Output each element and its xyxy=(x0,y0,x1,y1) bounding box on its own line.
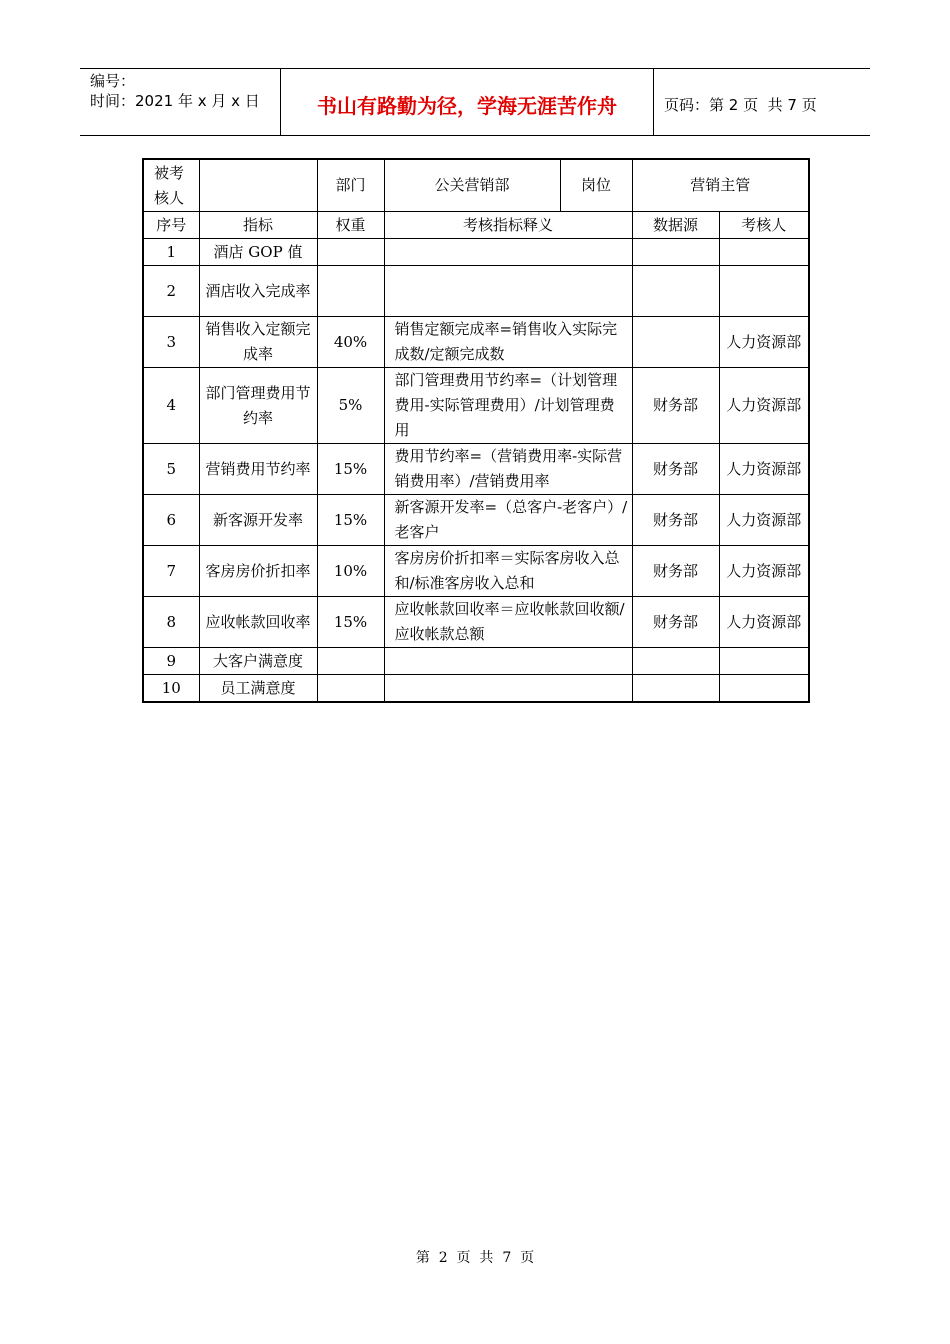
row-indicator: 应收帐款回收率 xyxy=(199,597,317,648)
row-definition xyxy=(384,239,632,266)
table-row xyxy=(143,317,809,368)
col-header-definition: 考核指标释义 xyxy=(384,212,632,239)
row-weight xyxy=(317,648,384,675)
examinee-label: 被考核人 xyxy=(143,159,199,212)
serial-label: 编号： xyxy=(90,72,136,90)
row-definition xyxy=(384,648,632,675)
row-assessor xyxy=(719,675,809,703)
row-source: 财务部 xyxy=(632,444,719,495)
row-source: 财务部 xyxy=(632,495,719,546)
row-source: 财务部 xyxy=(632,368,719,444)
table-row xyxy=(143,546,809,597)
table-row xyxy=(143,648,809,675)
row-definition: 部门管理费用节约率=（计划管理费用-实际管理费用）/计划管理费用 xyxy=(384,368,632,444)
row-definition xyxy=(384,266,632,317)
row-no: 10 xyxy=(143,675,199,703)
row-indicator: 客房房价折扣率 xyxy=(199,546,317,597)
row-weight: 40% xyxy=(317,317,384,368)
row-definition: 新客源开发率=（总客户-老客户）/老客户 xyxy=(384,495,632,546)
row-definition: 客房房价折扣率＝实际客房收入总和/标准客房收入总和 xyxy=(384,546,632,597)
col-header-source: 数据源 xyxy=(632,212,719,239)
row-weight xyxy=(317,239,384,266)
dept-label: 部门 xyxy=(317,159,384,212)
table-row xyxy=(143,495,809,546)
col-header-weight: 权重 xyxy=(317,212,384,239)
row-indicator: 大客户满意度 xyxy=(199,648,317,675)
header-page-info xyxy=(654,69,870,135)
row-weight xyxy=(317,675,384,703)
row-assessor xyxy=(719,239,809,266)
row-no: 1 xyxy=(143,239,199,266)
row-source xyxy=(632,266,719,317)
row-source xyxy=(632,317,719,368)
table-row xyxy=(143,597,809,648)
page-header xyxy=(80,68,870,136)
row-definition: 销售定额完成率=销售收入实际完成数/定额完成数 xyxy=(384,317,632,368)
row-weight: 15% xyxy=(317,597,384,648)
row-no: 2 xyxy=(143,266,199,317)
header-motto: 书山有路勤为径，学海无涯苦作舟 xyxy=(281,69,654,135)
row-indicator: 酒店 GOP 值 xyxy=(199,239,317,266)
row-assessor xyxy=(719,266,809,317)
footer-page-text: 第 2 页 共 7 页 xyxy=(415,1250,535,1266)
col-header-indicator: 指标 xyxy=(199,212,317,239)
row-definition: 应收帐款回收率＝应收帐款回收额/应收帐款总额 xyxy=(384,597,632,648)
dept-value xyxy=(384,159,632,212)
row-indicator: 酒店收入完成率 xyxy=(199,266,317,317)
time-label: 时间：2021 年 x 月 x 日 xyxy=(90,92,260,110)
table-row xyxy=(143,368,809,444)
row-assessor: 人力资源部 xyxy=(719,317,809,368)
row-no: 3 xyxy=(143,317,199,368)
row-no: 8 xyxy=(143,597,199,648)
row-weight xyxy=(317,266,384,317)
row-assessor: 人力资源部 xyxy=(719,368,809,444)
row-assessor xyxy=(719,648,809,675)
row-no: 5 xyxy=(143,444,199,495)
post-value: 营销主管 xyxy=(632,159,809,212)
table-header-row xyxy=(143,212,809,239)
row-indicator: 销售收入定额完成率 xyxy=(199,317,317,368)
row-assessor: 人力资源部 xyxy=(719,546,809,597)
row-assessor: 人力资源部 xyxy=(719,444,809,495)
row-weight: 15% xyxy=(317,444,384,495)
row-assessor: 人力资源部 xyxy=(719,597,809,648)
examinee-value xyxy=(199,159,317,212)
row-source: 财务部 xyxy=(632,597,719,648)
post-label: 岗位 xyxy=(580,176,611,194)
assessment-table xyxy=(142,158,810,703)
row-definition: 费用节约率=（营销费用率-实际营销费用率）/营销费用率 xyxy=(384,444,632,495)
row-source xyxy=(632,239,719,266)
row-weight: 5% xyxy=(317,368,384,444)
row-weight: 10% xyxy=(317,546,384,597)
row-source xyxy=(632,648,719,675)
row-no: 6 xyxy=(143,495,199,546)
row-source: 财务部 xyxy=(632,546,719,597)
row-no: 7 xyxy=(143,546,199,597)
header-meta xyxy=(80,69,281,135)
row-indicator: 新客源开发率 xyxy=(199,495,317,546)
table-row xyxy=(143,239,809,266)
col-header-no: 序号 xyxy=(143,212,199,239)
page-info-text: 页码：第 2 页 共 7 页 xyxy=(664,95,817,114)
table-row xyxy=(143,266,809,317)
table-top-row xyxy=(143,159,809,212)
row-source xyxy=(632,675,719,703)
row-definition xyxy=(384,675,632,703)
row-no: 9 xyxy=(143,648,199,675)
row-no: 4 xyxy=(143,368,199,444)
col-header-assessor: 考核人 xyxy=(719,212,809,239)
table-row xyxy=(143,444,809,495)
row-indicator: 营销费用节约率 xyxy=(199,444,317,495)
row-weight: 15% xyxy=(317,495,384,546)
row-assessor: 人力资源部 xyxy=(719,495,809,546)
dept-value-text: 公关营销部 xyxy=(385,160,561,211)
page-footer xyxy=(0,1247,950,1267)
row-indicator: 部门管理费用节约率 xyxy=(199,368,317,444)
table-row xyxy=(143,675,809,703)
row-indicator: 员工满意度 xyxy=(199,675,317,703)
